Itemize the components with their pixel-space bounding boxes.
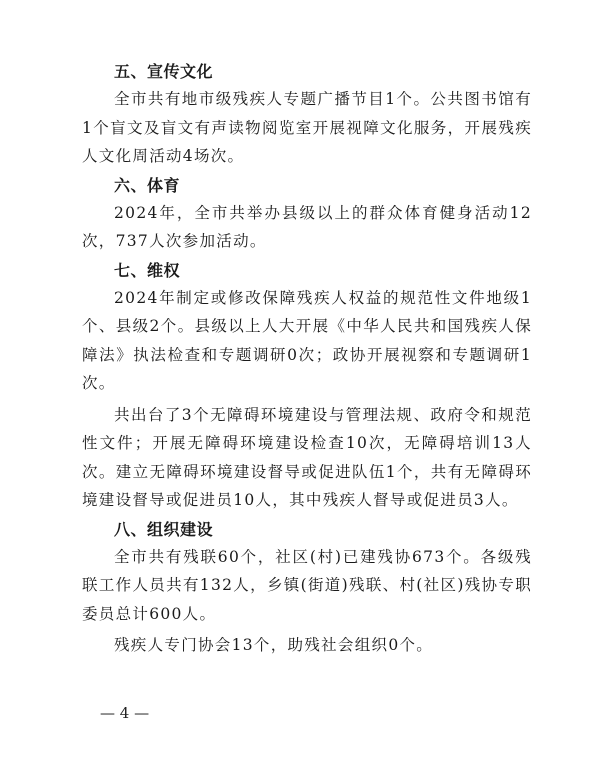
section-organization — [82, 518, 532, 660]
section-heading: 六、体育 — [114, 175, 181, 195]
paragraph: 全市共有残联60个，社区(村)已建残协673个。各级残联工作人员共有132人，乡镇(街道)残联、村(社区)残协专职委员总计600人。 — [82, 547, 532, 623]
section-heading: 八、组织建设 — [114, 519, 214, 539]
section-rights-protection — [82, 259, 532, 515]
section-heading: 七、维权 — [114, 260, 181, 280]
document-body — [82, 60, 532, 663]
section-heading: 五、宣传文化 — [114, 62, 214, 81]
paragraph: 残疾人专门协会13个，助残社会组织0个。 — [114, 636, 434, 654]
paragraph: 共出台了3个无障碍环境建设与管理法规、政府令和规范性文件；开展无障碍环境建设检查10次，无障碍培训13人次。建立无障碍环境建设督导或促进队伍1个，共有无障碍环境建设督导或促进员10人，其中残疾人督导或促进员3人。 — [82, 405, 532, 509]
paragraph: 全市共有地市级残疾人专题广播节目1个。公共图书馆有1个盲文及盲文有声读物阅览室开展视障文化服务，开展残疾人文化周活动4场次。 — [82, 90, 532, 165]
paragraph: 2024年制定或修改保障残疾人权益的规范性文件地级1个、县级2个。县级以上人大开展《中华人民共和国残疾人保障法》执法检查和专题调研0次；政协开展视察和专题调研1次。 — [82, 288, 532, 392]
section-sports — [82, 174, 532, 256]
page-number: — 4 — — [100, 704, 150, 722]
paragraph: 2024年，全市共举办县级以上的群众体育健身活动12次，737人次参加活动。 — [82, 203, 532, 250]
section-publicity-culture — [82, 60, 532, 171]
